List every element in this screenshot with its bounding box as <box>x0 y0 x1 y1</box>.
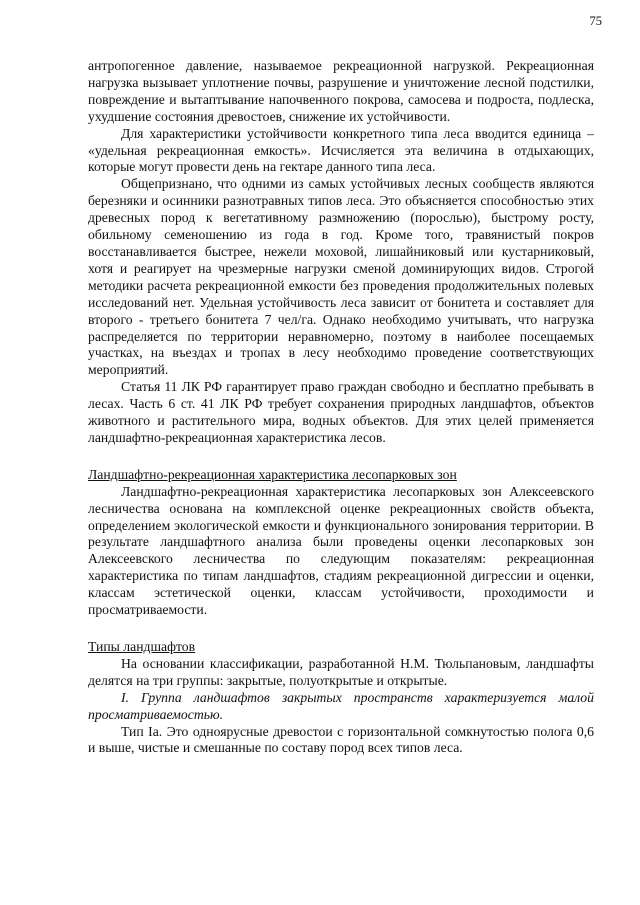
paragraph-continuation: антропогенное давление, называемое рекреационной нагрузкой. Рекреационная нагрузка вызывает уплотнение почвы, разрушение и уничтожение лесной подстилки, повреждение и вытаптывание напочвенного покрова, самосева и подроста, подлеска, ухудшение состояния древостоев, снижение их устойчивости. <box>88 58 594 124</box>
section-heading-landscape-types: Типы ландшафтов <box>88 639 196 654</box>
paragraph-type-ia: Тип Iа. Это одноярусные древостои с горизонтальной сомкнутостью полога 0,6 и выше, чистые и смешанные по составу пород всех типов леса. <box>88 723 594 756</box>
page-number: 75 <box>589 14 602 28</box>
paragraph-landscape-groups: На основании классификации, разработанной Н.М. Тюльпановым, ландшафты делятся на три группы: закрытые, полуоткрытые и открытые. <box>88 655 594 688</box>
paragraph-closed-landscapes-group: I. Группа ландшафтов закрытых пространств характеризуется малой просматриваемостью. <box>88 689 594 722</box>
page-body <box>88 58 594 757</box>
section-heading-landscape-recreational: Ландшафтно-рекреационная характеристика лесопарковых зон <box>88 466 457 482</box>
paragraph-recreational-capacity: Для характеристики устойчивости конкретного типа леса вводится единица – «удельная рекреационная емкость». Исчисляется эта величина в отдыхающих, которые могут провести день на гектаре данного типа леса. <box>88 125 594 175</box>
paragraph-forest-stability: Общепризнано, что одними из самых устойчивых лесных сообществ являются березняки и осинники разнотравных типов леса. Это объясняется способностью этих древесных пород к вегетативному размножению (порослью), быстрому росту, обильному семеношению из года в год. Кроме того, травянистый покров восстанавливается быстрее, нежели моховой, лишайниковый или кустарниковый, хотя и реагирует на чрезмерные нагрузки сменой доминирующих видов. Строгой методики расчета рекреационной емкости без проведения продолжительных полевых исследований нет. Удельная устойчивость леса зависит от бонитета и составляет для второго - третьего бонитета 7 чел/га. Однако необходимо учитывать, что нагрузка распределяется по территории неравномерно, поэтому в наиболее посещаемых участках, на въездах и тропах в лесу необходимо проведение соответствующих мероприятий. <box>88 176 594 378</box>
paragraph-forest-code: Статья 11 ЛК РФ гарантирует право граждан свободно и бесплатно пребывать в лесах. Часть 6 ст. 41 ЛК РФ требует сохранения природных ландшафтов, объектов животного и растительного мира, водных объектов. Для этих целей применяется ландшафтно-рекреационная характеристика лесов. <box>88 379 594 445</box>
paragraph-landscape-characteristics: Ландшафтно-рекреационная характеристика лесопарковых зон Алексеевского лесничества основана на комплексной оценке рекреационных свойств объекта, определением экологической емкости и функционального зонирования территории. В результате ландшафтного анализа были проведены оценки лесопарковых зон Алексеевского лесничества по следующим показателям: рекреационная характеристика по типам ландшафтов, стадиям рекреационной дигрессии и оценки, классам эстетической оценки, классам устойчивости, проходимости и просматриваемости. <box>88 483 594 618</box>
